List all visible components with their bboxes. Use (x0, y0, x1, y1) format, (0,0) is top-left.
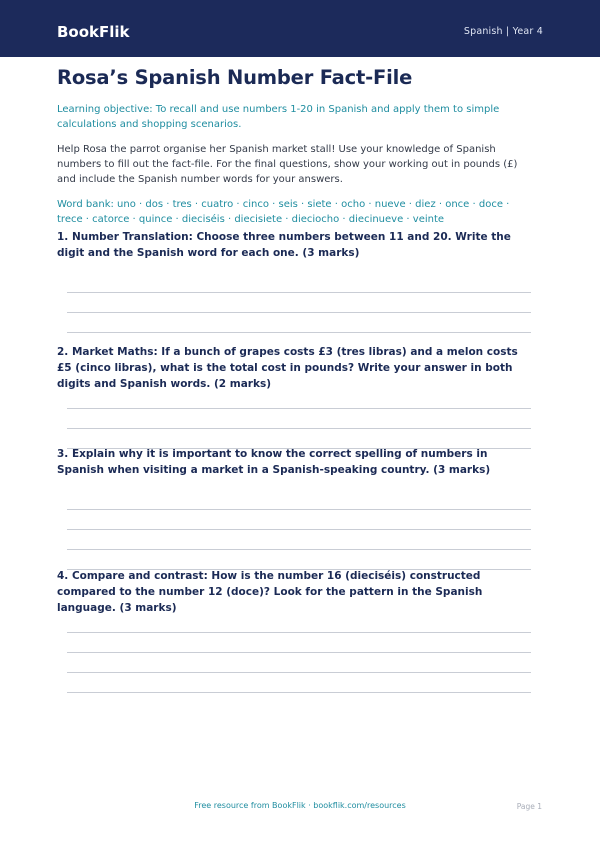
question-3-answer-line[interactable] (67, 529, 531, 530)
question-4-answer-line[interactable] (67, 632, 531, 633)
word-bank: Word bank: uno · dos · tres · cuatro · cinco · seis · siete · ocho · nueve · diez · once · doce · trece · catorce · quince · dieciséis · diecisiete · dieciocho · diecinueve · veinte (57, 199, 510, 225)
brand-logo-text[interactable]: BookFlik (57, 23, 130, 41)
question-3-prompt: 3. Explain why it is important to know the correct spelling of numbers in Spanish when visiting a market in a Spanish-speaking country. (3 marks) (57, 448, 491, 476)
worksheet-title: Rosa’s Spanish Number Fact-File (57, 66, 413, 89)
question-2-prompt: 2. Market Maths: If a bunch of grapes costs £3 (tres libras) and a melon costs £5 (cinco libras), what is the total cost in pounds? Write your answer in both digits and Spanish words. (2 marks) (57, 346, 518, 390)
question-4-prompt: 4. Compare and contrast: How is the number 16 (dieciséis) constructed compared to the number 12 (doce)? Look for the pattern in the Spanish language. (3 marks) (57, 570, 483, 614)
page-header (0, 0, 600, 57)
question-2-answer-line[interactable] (67, 408, 531, 409)
question-3-answer-line[interactable] (67, 509, 531, 510)
question-1-answer-line[interactable] (67, 312, 531, 313)
instructions-text: Help Rosa the parrot organise her Spanish market stall! Use your knowledge of Spanish numbers to fill out the fact-file. For the final questions, show your working out in pounds (£) and include the Spanish number words for your answers. (57, 144, 518, 185)
question-4-answer-line[interactable] (67, 652, 531, 653)
question-2-answer-line[interactable] (67, 428, 531, 429)
question-3-answer-line[interactable] (67, 549, 531, 550)
subject-year-label: Spanish | Year 4 (463, 26, 543, 37)
question-1-prompt: 1. Number Translation: Choose three numbers between 11 and 20. Write the digit and the Spanish word for each one. (3 marks) (57, 231, 511, 259)
learning-objective: Learning objective: To recall and use numbers 1-20 in Spanish and apply them to simple calculations and shopping scenarios. (57, 104, 500, 130)
worksheet-intro (57, 65, 535, 227)
question-4-answer-line[interactable] (67, 672, 531, 673)
question-1-answer-line[interactable] (67, 332, 531, 333)
question-4-answer-line[interactable] (67, 692, 531, 693)
page-number: Page 1 (516, 802, 542, 811)
footer-link[interactable]: Free resource from BookFlik · bookflik.com/resources (194, 801, 406, 810)
question-1-answer-line[interactable] (67, 292, 531, 293)
